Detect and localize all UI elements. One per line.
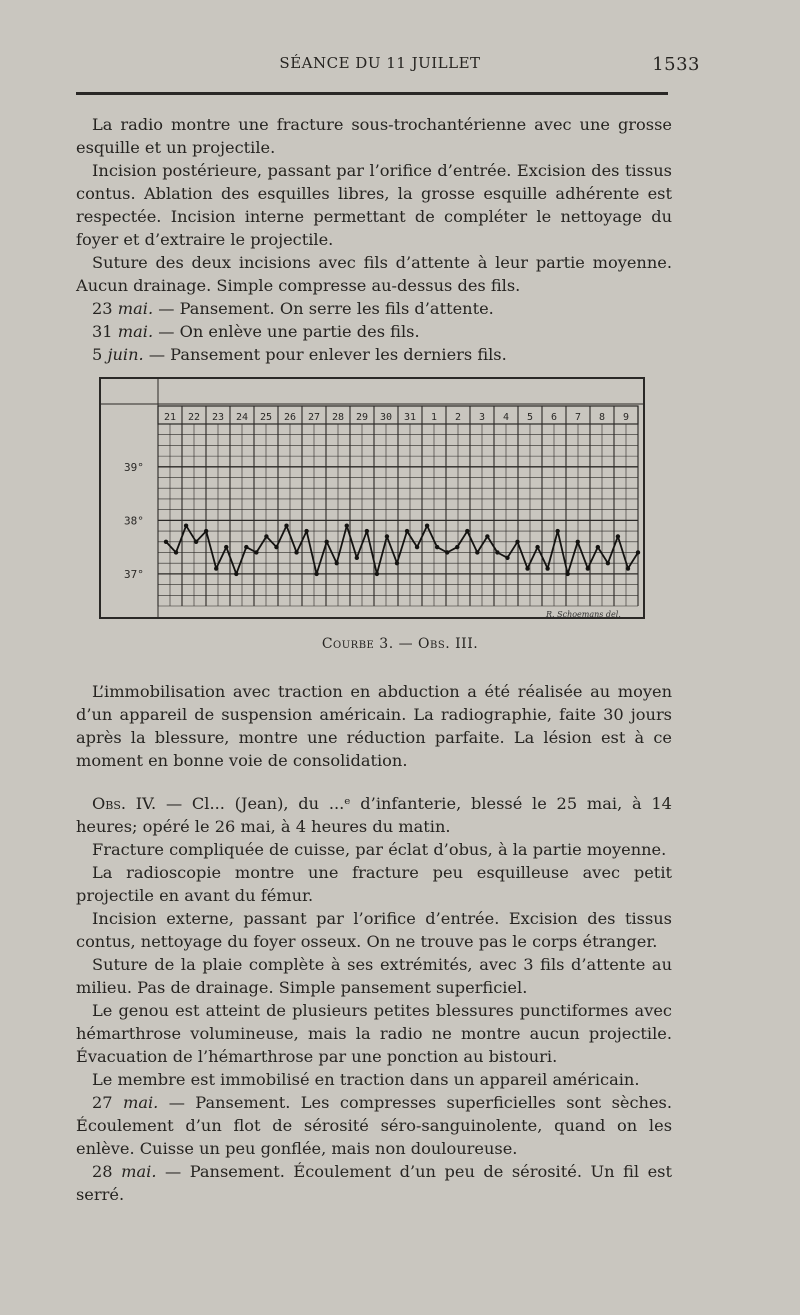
temperature-data-point — [555, 529, 559, 533]
date-tick-label: 3 — [478, 412, 486, 423]
obs-intro: — Cl... (Jean), du ...ᵉ d’infanterie, blessé le 25 mai, à 14 heures; opéré le 26 mai, à 4 heures du matin. — [76, 794, 672, 836]
paragraph: Incision externe, passant par l’orifice d’entrée. Excision des tissus contus, nettoyage du foyer osseux. On ne trouve pas le corps étranger. — [76, 909, 672, 951]
temperature-data-point — [224, 545, 228, 549]
dated-entry — [76, 320, 672, 343]
dated-entry — [76, 1091, 672, 1160]
temperature-data-point — [405, 529, 409, 533]
obs-heading-paragraph — [76, 792, 672, 838]
entry-month: mai. — [121, 1162, 157, 1181]
temperature-data-point — [596, 545, 600, 549]
temperature-data-point — [626, 566, 630, 570]
temperature-data-point — [184, 524, 188, 528]
date-tick-label: 27 — [307, 412, 321, 423]
obs-label: Obs. IV. — [92, 794, 157, 813]
temperature-data-point — [345, 524, 349, 528]
date-tick-label: 7 — [574, 412, 582, 423]
temperature-data-point — [194, 540, 198, 544]
dated-entry — [76, 343, 672, 366]
temperature-data-point — [385, 534, 389, 538]
temperature-data-point — [495, 550, 499, 554]
date-tick-label: 26 — [283, 412, 297, 423]
date-tick-label: 1 — [430, 412, 438, 423]
entry-day: 28 — [92, 1162, 113, 1181]
text-block-1 — [76, 113, 672, 366]
entry-day: 31 — [92, 322, 113, 341]
paragraph: Fracture compliquée de cuisse, par éclat d’obus, à la partie moyenne. — [92, 840, 667, 859]
date-tick-label: 23 — [211, 412, 225, 423]
running-header — [78, 54, 700, 84]
temperature-data-point — [254, 550, 258, 554]
temperature-data-point — [445, 550, 449, 554]
date-tick-label: 9 — [622, 412, 630, 423]
date-tick-label: 25 — [259, 412, 273, 423]
date-tick-label: 8 — [598, 412, 606, 423]
entry-text: — On enlève une partie des fils. — [153, 322, 420, 341]
temperature-data-point — [314, 572, 318, 576]
temperature-data-point — [606, 561, 610, 565]
temperature-data-point — [284, 524, 288, 528]
temperature-data-point — [425, 524, 429, 528]
temperature-data-point — [244, 545, 248, 549]
date-tick-label: 29 — [355, 412, 369, 423]
header-rule — [76, 92, 668, 95]
paragraph: Le membre est immobilisé en traction dans un appareil américain. — [92, 1070, 640, 1089]
temperature-data-point — [435, 545, 439, 549]
date-tick-label: 6 — [550, 412, 558, 423]
temperature-data-point — [164, 540, 168, 544]
temperature-data-point — [616, 534, 620, 538]
date-tick-label: 30 — [379, 412, 393, 423]
figure-caption — [0, 636, 800, 652]
date-tick-label: 5 — [526, 412, 534, 423]
temperature-data-point — [335, 561, 339, 565]
illustrator-signature: R. Schoemans del. — [546, 610, 621, 619]
temperature-data-point — [465, 529, 469, 533]
entry-day: 5 — [92, 345, 103, 364]
paragraph: L’immobilisation avec traction en abduction a été réalisée au moyen d’un appareil de suspension américain. La radiographie, faite 30 jours après la blessure, montre une réduction parfaite. La lésion est à ce moment en bonne voie de consolidation. — [76, 682, 672, 770]
temperature-data-point — [415, 545, 419, 549]
temperature-chart — [96, 376, 648, 624]
paragraph: Suture des deux incisions avec fils d’attente à leur partie moyenne. Aucun drainage. Simple compresse au-dessus des fils. — [76, 253, 672, 295]
caption-text: Courbe 3. — Obs. III. — [321, 636, 479, 652]
temperature-data-point — [455, 545, 459, 549]
dated-entry — [76, 297, 672, 320]
paragraph: Incision postérieure, passant par l’orifice d’entrée. Excision des tissus contus. Ablation des esquilles libres, la grosse esquille adhérente est respectée. Incision interne permettant de compléter le nettoyage du foyer et d’extraire le projectile. — [76, 161, 672, 249]
text-block-2 — [76, 680, 672, 772]
entry-month: juin. — [107, 345, 144, 364]
temperature-series-line — [166, 526, 638, 574]
temperature-axis-label: 38° — [124, 514, 144, 528]
temperature-data-point — [515, 540, 519, 544]
date-tick-label: 2 — [454, 412, 462, 423]
date-tick-label: 28 — [331, 412, 345, 423]
entry-text: — Pansement. On serre les fils d’attente. — [153, 299, 494, 318]
entry-text: — Pansement pour enlever les derniers fils. — [143, 345, 507, 364]
temperature-data-point — [566, 572, 570, 576]
temperature-data-point — [636, 550, 640, 554]
temperature-data-point — [234, 572, 238, 576]
paragraph: La radio montre une fracture sous-trochantérienne avec une grosse esquille et un projectile. — [76, 115, 672, 157]
temperature-data-point — [525, 566, 529, 570]
temperature-data-point — [355, 556, 359, 560]
page-number: 1533 — [652, 54, 700, 75]
paragraph: La radioscopie montre une fracture peu esquilleuse avec petit projectile en avant du fémur. — [76, 863, 672, 905]
entry-day: 23 — [92, 299, 113, 318]
temperature-data-point — [375, 572, 379, 576]
entry-month: mai. — [117, 299, 154, 318]
temperature-data-point — [505, 556, 509, 560]
entry-month: mai. — [117, 322, 154, 341]
date-tick-label: 31 — [403, 412, 417, 423]
temperature-data-point — [535, 545, 539, 549]
temperature-data-point — [294, 550, 298, 554]
temperature-data-point — [274, 545, 278, 549]
entry-day: 27 — [92, 1093, 113, 1112]
paragraph: Suture de la plaie complète à ses extrémités, avec 3 fils d’attente au milieu. Pas de drainage. Simple pansement superficiel. — [76, 955, 672, 997]
temperature-data-point — [204, 529, 208, 533]
temperature-data-point — [475, 550, 479, 554]
temperature-data-point — [264, 534, 268, 538]
header-title: SÉANCE DU 11 JUILLET — [279, 54, 481, 72]
temperature-data-point — [545, 566, 549, 570]
temperature-axis-label: 37° — [124, 567, 144, 581]
temperature-data-point — [304, 529, 308, 533]
temperature-data-point — [586, 566, 590, 570]
temperature-data-point — [174, 550, 178, 554]
date-tick-label: 4 — [502, 412, 510, 423]
entry-month: mai. — [123, 1093, 159, 1112]
date-tick-label: 21 — [163, 412, 177, 423]
entry-text: — Pansement. Les compresses superficielles sont sèches. Écoulement d’un flot de sérosité séro-sanguinolente, quand on les enlève. Cuisse un peu gonflée, mais non douloureuse. — [76, 1093, 672, 1158]
temperature-data-point — [576, 540, 580, 544]
text-block-3 — [76, 792, 672, 1206]
date-tick-label: 24 — [235, 412, 249, 423]
temperature-data-point — [324, 540, 328, 544]
date-tick-label: 22 — [187, 412, 201, 423]
temperature-axis-label: 39° — [124, 460, 144, 474]
temperature-data-point — [365, 529, 369, 533]
temperature-data-point — [485, 534, 489, 538]
temperature-data-point — [214, 566, 218, 570]
dated-entry — [76, 1160, 672, 1206]
entry-text: — Pansement. Écoulement d’un peu de sérosité. Un fil est serré. — [76, 1162, 672, 1204]
paragraph: Le genou est atteint de plusieurs petites blessures punctiformes avec hémarthrose volumineuse, mais la radio ne montre aucun projectile. Évacuation de l’hémarthrose par une ponction au bistouri. — [76, 1001, 672, 1066]
temperature-data-point — [395, 561, 399, 565]
